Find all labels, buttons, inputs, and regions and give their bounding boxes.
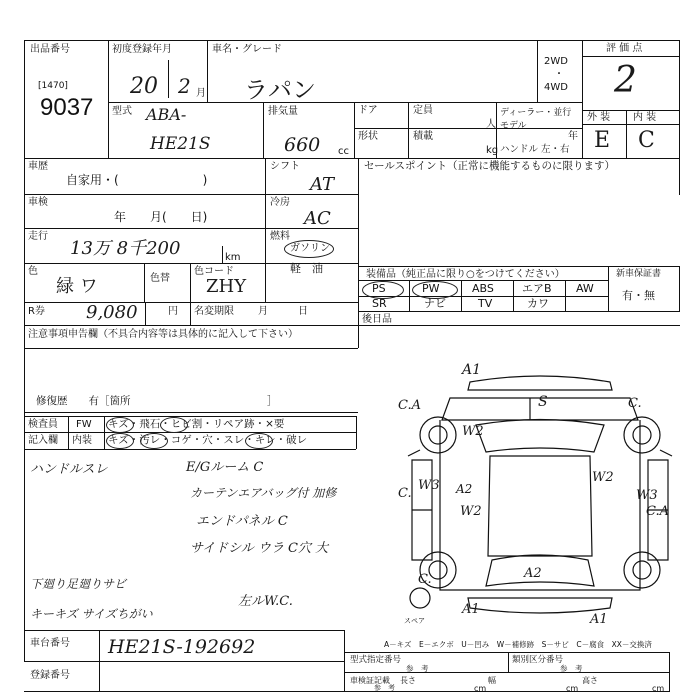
- color-value: 緑 ワ: [56, 276, 98, 297]
- month-unit: 月: [196, 88, 206, 99]
- km-unit: km: [225, 252, 241, 263]
- drive-2wd: 2WD: [544, 56, 568, 67]
- first-reg-month: 2: [178, 74, 191, 98]
- history-label: 車歴: [28, 161, 48, 172]
- capacity-unit: 人: [486, 119, 496, 130]
- score-label: 評 価 点: [606, 43, 643, 54]
- equip-ps: PS: [372, 282, 386, 295]
- capacity-label: 定員: [413, 105, 433, 116]
- class-sub: 参 考: [560, 664, 583, 673]
- warranty-value: 有・無: [622, 289, 655, 302]
- inspection-value: 年 月( 日): [114, 210, 208, 224]
- class-label: 類別区分番号: [512, 655, 564, 665]
- exterior-grade: E: [594, 128, 611, 153]
- repaint-label: 色替: [150, 273, 170, 284]
- mark-a2-rear: A2: [524, 566, 542, 581]
- vehicle-cert-label: 車検証記載: [350, 676, 390, 685]
- mileage-label: 走行: [28, 231, 48, 242]
- width-label: 幅: [488, 676, 496, 685]
- r-label: R券: [28, 306, 45, 317]
- mark-ca-right: C.A: [646, 504, 670, 519]
- mark-c-right: C.: [628, 396, 642, 411]
- equip-aw: AW: [576, 282, 594, 295]
- lot-number: 9037: [40, 94, 94, 121]
- height-cm: cm: [652, 684, 665, 693]
- repair-label: 修復歴 有［箇所 ］: [36, 395, 278, 407]
- mark-w2-center: W2: [460, 504, 482, 519]
- length-cm: cm: [474, 684, 487, 693]
- note-key: キーキズ サイズちがい: [30, 607, 153, 621]
- note-curtain-airbag: カーテンエアバッグ付 加修: [190, 486, 337, 500]
- int-label: 内装: [72, 435, 92, 446]
- name-change-value: 月 日: [258, 306, 308, 317]
- int-scratch-circle: [106, 433, 134, 449]
- r-value: 9,080: [86, 302, 138, 323]
- displacement-label: 排気量: [268, 106, 298, 117]
- int-stain-circle: [140, 433, 168, 449]
- fw-label: FW: [76, 419, 92, 430]
- handle-label: ハンドル 左・右: [500, 144, 570, 155]
- mark-c-a2-left: C.: [418, 572, 432, 587]
- equipment-label: 装備品（純正品に限り○をつけてください）: [366, 269, 565, 280]
- history-value: 自家用・( ): [66, 173, 208, 187]
- mark-a1-rear: A1: [590, 612, 608, 627]
- height-label: 高さ: [582, 676, 598, 685]
- first-reg-year: 20: [130, 74, 158, 99]
- equip-tv: TV: [478, 297, 493, 310]
- displacement: 660: [284, 134, 321, 156]
- int-items: キズ・汚レ・コゲ・穴・スレ・キレ・破レ: [108, 434, 308, 446]
- inspector-label-2: 記入欄: [28, 435, 58, 446]
- shift-value: AT: [310, 174, 335, 195]
- fw-chip-circle: [160, 417, 188, 433]
- lot-code: [1470]: [38, 81, 68, 91]
- note-left-wc: 左ルW.C.: [238, 594, 293, 609]
- yen-unit: 円: [168, 306, 178, 317]
- notes-title: 注意事項申告欄（不具合内容等は具体的に記入して下さい）: [28, 329, 298, 340]
- vehicle-cert-ref: 参 考: [374, 684, 395, 692]
- equip-abs: ABS: [472, 282, 494, 295]
- lot-label: 出品番号: [30, 44, 70, 55]
- mark-w2-right: W2: [592, 470, 614, 485]
- equip-airbag: エアB: [522, 282, 552, 295]
- name-change-label: 名変期限: [194, 306, 234, 317]
- model-code: HE21S: [150, 134, 211, 154]
- mark-a1-top: A1: [462, 362, 482, 378]
- equip-pw: PW: [422, 282, 440, 295]
- body-label: 形状: [358, 131, 378, 142]
- fw-items: キズ・飛石・ヒビ割・リペア跡・×要: [108, 418, 285, 430]
- shift-label: シフト: [270, 161, 300, 172]
- model-label: 型式: [112, 106, 132, 117]
- score: 2: [614, 60, 637, 101]
- inspection-label: 車検: [28, 197, 48, 208]
- length-label: 長さ: [400, 676, 416, 685]
- color-code: ZHY: [206, 276, 247, 297]
- fuel-gas: ガソリン: [290, 243, 330, 254]
- model-prefix: ABA-: [146, 105, 187, 124]
- ac-label: 冷房: [270, 197, 290, 208]
- doors-label: ドア: [358, 105, 378, 116]
- rear-seat-label: 後日品: [362, 314, 392, 325]
- sales-label: セールスポイント（正常に機能するものに限ります）: [364, 160, 616, 172]
- inspector-label-1: 検査員: [28, 419, 58, 430]
- spare-label: スペア: [404, 617, 425, 625]
- model-year-label: モデル: [500, 121, 527, 131]
- exterior-label: 外 装: [587, 112, 611, 123]
- drive-4wd: 4WD: [544, 82, 568, 93]
- mark-w3-right: W3: [636, 488, 658, 503]
- fw-scratch-circle: [106, 417, 134, 433]
- mileage-value: 13万 8千200: [70, 238, 181, 259]
- reg-label: 登録番号: [30, 670, 70, 681]
- note-underbody: 下廻り足廻りサビ: [30, 577, 127, 591]
- legend: A－キズ E－エクボ U－凹み W－補修跡 S－サビ C－腐食 XX－交換済: [384, 640, 652, 649]
- color-label: 色: [28, 266, 38, 277]
- note-engine-room: E/Gルーム C: [186, 460, 264, 475]
- interior-label: 内 装: [633, 112, 657, 123]
- mark-w3-left: W3: [418, 478, 440, 493]
- ac-value: AC: [304, 208, 331, 229]
- width-cm: cm: [566, 684, 579, 693]
- mark-ca-left: C.A: [398, 398, 422, 413]
- interior-grade: C: [638, 128, 655, 153]
- note-end-panel: エンドパネル C: [196, 514, 288, 529]
- mark-c-left: C.: [398, 486, 412, 501]
- cc-unit: cc: [338, 146, 349, 157]
- drive-dot: ・: [554, 69, 564, 80]
- fuel-label: 燃料: [270, 231, 290, 242]
- car-name: ラパン: [244, 76, 316, 104]
- equip-navi: ナビ: [424, 297, 446, 310]
- load-unit: kg: [486, 145, 499, 156]
- chassis-value: HE21S-192692: [108, 636, 256, 658]
- equip-leather: カワ: [527, 297, 549, 310]
- load-label: 積載: [413, 131, 433, 142]
- type-cert-label: 型式指定番号: [350, 655, 402, 665]
- note-handle: ハンドルスレ: [30, 462, 108, 477]
- fuel-diesel: 軽 油: [290, 262, 323, 275]
- car-name-label: 車名・グレード: [212, 44, 282, 55]
- mark-s-top: S: [538, 394, 548, 410]
- color-code-label: 色コード: [194, 266, 234, 277]
- model-year-unit: 年: [568, 131, 578, 142]
- first-reg-label: 初度登録年月: [112, 44, 172, 55]
- warranty-label: 新車保証書: [616, 269, 662, 279]
- int-wear-circle: [245, 433, 273, 449]
- note-side-sill: サイドシル ウラ C穴 大: [190, 541, 329, 556]
- mark-a1-bottom: A1: [462, 602, 480, 617]
- mark-a2-mid: A2: [456, 482, 473, 496]
- type-cert-sub: 参 考: [406, 664, 429, 673]
- mark-w2-left: W2: [462, 424, 484, 439]
- chassis-label: 車台番号: [30, 638, 70, 649]
- equip-sr: SR: [372, 297, 387, 310]
- dealer-label: ディーラー・並行: [500, 108, 572, 118]
